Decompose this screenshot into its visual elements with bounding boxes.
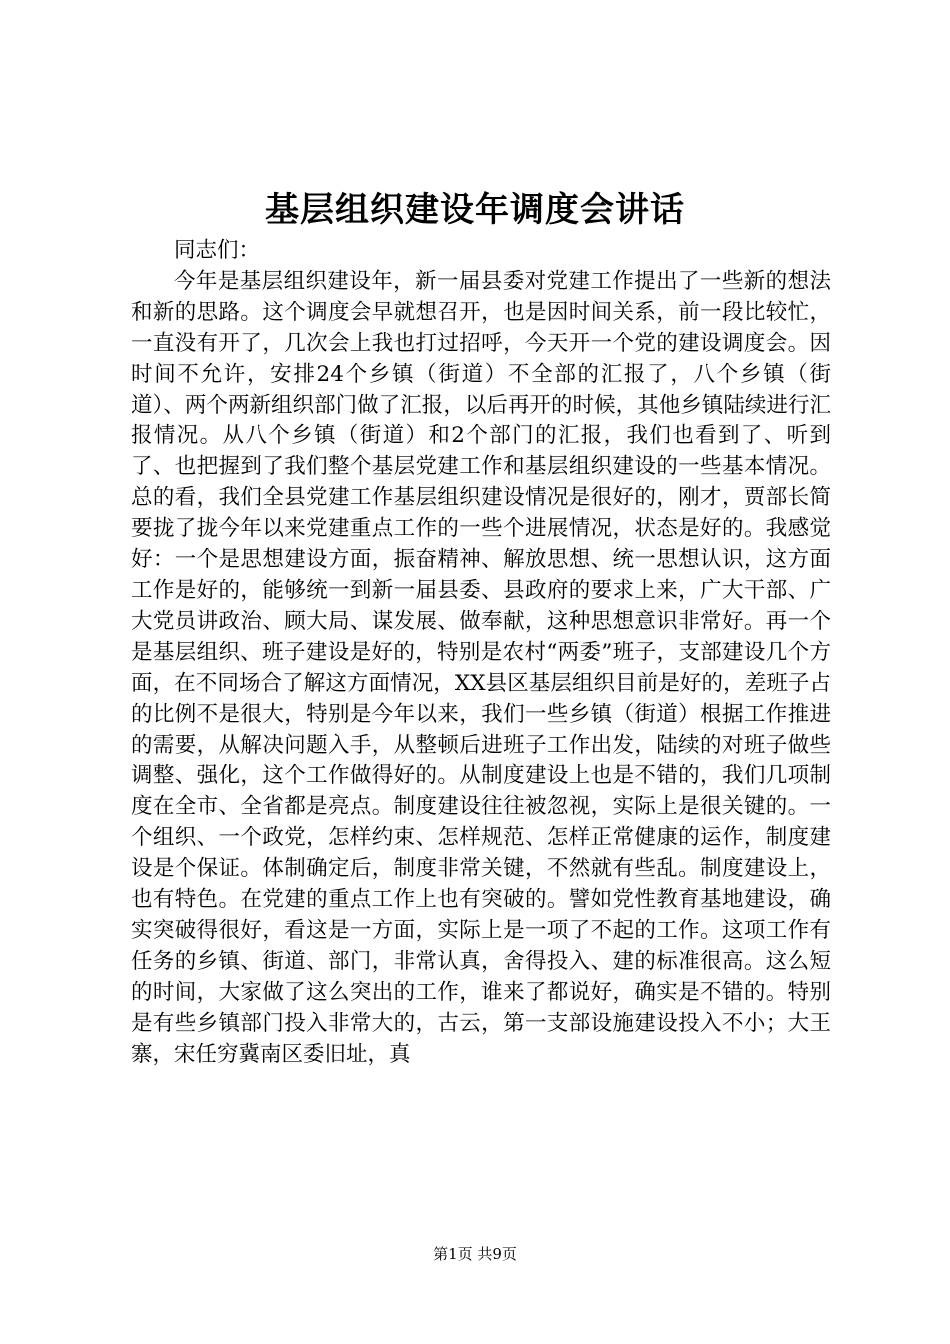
document-body	[131, 236, 831, 1070]
page-number: 第1页 共9页	[433, 1245, 517, 1263]
body-paragraph: 今年是基层组织建设年，新一届县委对党建工作提出了一些新的想法和新的思路。这个调度会早就想召开，也是因时间关系，前一段比较忙，一直没有开了，几次会上我也打过招呼，今天开一个党的建设调度会。因时间不允许，安排24个乡镇（街道）不全部的汇报了，八个乡镇（街道）、两个两新组织部门做了汇报，以后再开的时候，其他乡镇陆续进行汇报情况。从八个乡镇（街道）和2个部门的汇报，我们也看到了、听到了、也把握到了我们整个基层党建工作和基层组织建设的一些基本情况。总的看，我们全县党建工作基层组织建设情况是很好的，刚才，贾部长简要拢了拢今年以来党建重点工作的一些个进展情况，状态是好的。我感觉好：一个是思想建设方面，振奋精神、解放思想、统一思想认识，这方面工作是好的，能够统一到新一届县委、县政府的要求上来，广大干部、广大党员讲政治、顾大局、谋发展、做奉献，这种思想意识非常好。再一个是基层组织、班子建设是好的，特别是农村“两委”班子，支部建设几个方面，在不同场合了解这方面情况，XX县区基层组织目前是好的，差班子占的比例不是很大，特别是今年以来，我们一些乡镇（街道）根据工作推进的需要，从解决问题入手，从整顿后进班子工作出发，陆续的对班子做些调整、强化，这个工作做得好的。从制度建设上也是不错的，我们几项制度在全市、全省都是亮点。制度建设往往被忽视，实际上是很关键的。一个组织、一个政党，怎样约束、怎样规范、怎样正常健康的运作，制度建设是个保证。体制确定后，制度非常关键，不然就有些乱。制度建设上，也有特色。在党建的重点工作上也有突破的。譬如党性教育基地建设，确实突破得很好，看这是一方面，实际上是一项了不起的工作。这项工作有任务的乡镇、街道、部门，非常认真，舍得投入、建的标准很高。这么短的时间，大家做了这么突出的工作，谁来了都说好，确实是不错的。特别是有些乡镇部门投入非常大的，古云，第一支部设施建设投入不小；大王寨，宋任穷冀南区委旧址，真	[131, 268, 831, 1067]
document-title: 基层组织建设年调度会讲话	[265, 190, 685, 230]
salutation: 同志们：	[174, 238, 261, 263]
